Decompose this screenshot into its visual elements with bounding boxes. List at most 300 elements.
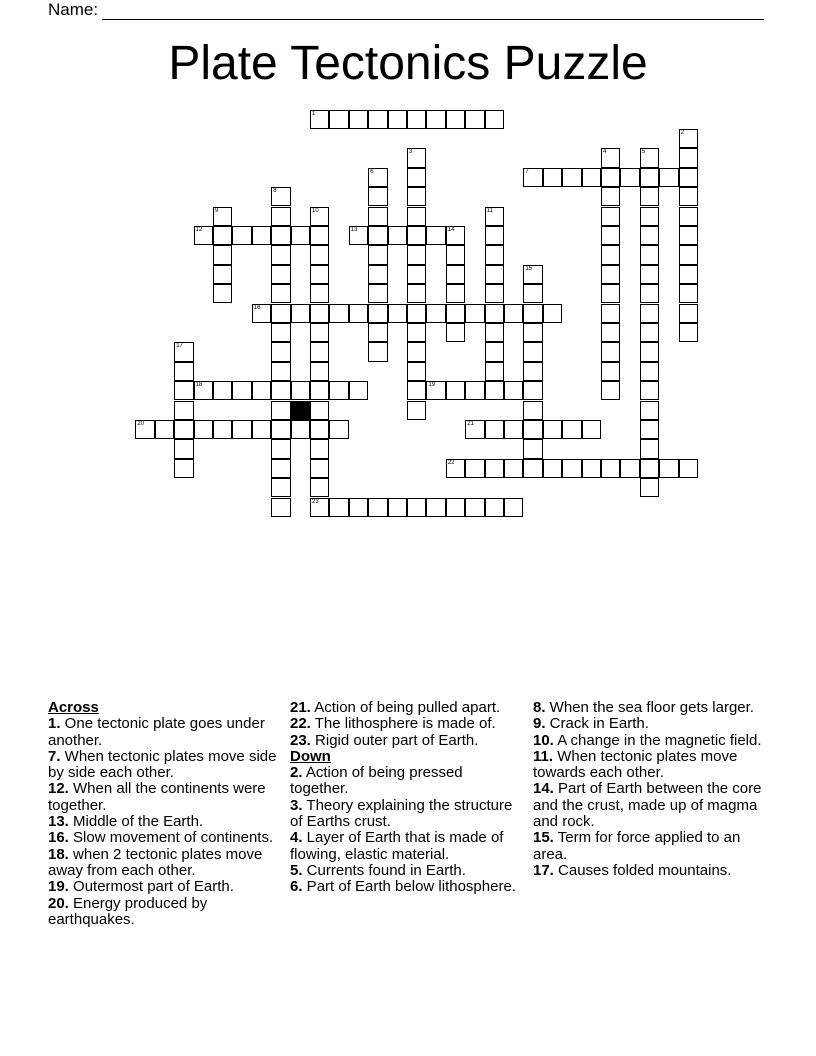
crossword-cell[interactable] bbox=[523, 362, 542, 381]
crossword-cell[interactable] bbox=[310, 401, 329, 420]
crossword-cell[interactable] bbox=[543, 168, 562, 187]
crossword-cell[interactable] bbox=[310, 323, 329, 342]
crossword-cell[interactable] bbox=[271, 207, 290, 226]
crossword-cell[interactable] bbox=[291, 304, 310, 323]
clue-number-label: 18. bbox=[48, 845, 69, 863]
crossword-cell[interactable] bbox=[426, 381, 445, 400]
crossword-cell[interactable] bbox=[640, 362, 659, 381]
crossword-cell[interactable] bbox=[194, 420, 213, 439]
crossword-cell[interactable] bbox=[213, 420, 232, 439]
crossword-cell[interactable] bbox=[504, 381, 523, 400]
crossword-cell[interactable] bbox=[640, 304, 659, 323]
clue-number-label: 5. bbox=[290, 861, 303, 879]
crossword-cell[interactable] bbox=[620, 459, 639, 478]
clues-column-2 bbox=[290, 700, 522, 896]
crossword-cell[interactable] bbox=[310, 362, 329, 381]
clue-number-label: 2. bbox=[290, 764, 303, 782]
crossword-cell[interactable] bbox=[523, 304, 542, 323]
clues-column-1 bbox=[48, 700, 280, 928]
crossword-cell[interactable] bbox=[465, 304, 484, 323]
crossword-cell[interactable] bbox=[368, 284, 387, 303]
crossword-cell[interactable] bbox=[174, 342, 193, 361]
clue-number: 3 bbox=[409, 149, 413, 156]
clue-text: The lithosphere is made of. bbox=[310, 715, 496, 733]
crossword-cell[interactable] bbox=[601, 342, 620, 361]
crossword-cell[interactable] bbox=[446, 498, 465, 517]
crossword-cell[interactable] bbox=[271, 498, 290, 517]
page-title: Plate Tectonics Puzzle bbox=[168, 37, 648, 90]
across-heading: Across bbox=[48, 699, 99, 716]
crossword-cell[interactable] bbox=[368, 110, 387, 129]
crossword-cell[interactable] bbox=[407, 148, 426, 167]
crossword-cell[interactable] bbox=[232, 226, 251, 245]
crossword-cell[interactable] bbox=[446, 265, 465, 284]
crossword-cell[interactable] bbox=[562, 459, 581, 478]
crossword-cell[interactable] bbox=[523, 284, 542, 303]
crossword-cell[interactable] bbox=[252, 381, 271, 400]
crossword-cell[interactable] bbox=[407, 498, 426, 517]
crossword-cell[interactable] bbox=[310, 478, 329, 497]
crossword-cell[interactable] bbox=[640, 401, 659, 420]
crossword-cell[interactable] bbox=[523, 265, 542, 284]
crossword-cell[interactable] bbox=[485, 381, 504, 400]
crossword-cell[interactable] bbox=[271, 304, 290, 323]
crossword-cell[interactable] bbox=[446, 459, 465, 478]
crossword-cell[interactable] bbox=[485, 110, 504, 129]
clue-number: 16 bbox=[253, 304, 261, 311]
crossword-cell[interactable] bbox=[271, 342, 290, 361]
crossword-cell[interactable] bbox=[601, 148, 620, 167]
crossword-cell[interactable] bbox=[601, 323, 620, 342]
down-clue bbox=[533, 830, 765, 863]
down-clue bbox=[533, 781, 765, 830]
clue-number-label: 6. bbox=[290, 878, 303, 896]
crossword-cell[interactable] bbox=[485, 207, 504, 226]
crossword-cell[interactable] bbox=[252, 226, 271, 245]
crossword-cell[interactable] bbox=[291, 420, 310, 439]
crossword-cell[interactable] bbox=[640, 187, 659, 206]
crossword-cell[interactable] bbox=[485, 362, 504, 381]
clues-column-3 bbox=[533, 700, 765, 879]
across-clue bbox=[48, 896, 280, 929]
crossword-cell[interactable] bbox=[310, 420, 329, 439]
crossword-cell[interactable] bbox=[407, 226, 426, 245]
crossword-cell[interactable] bbox=[271, 187, 290, 206]
crossword-cell[interactable] bbox=[601, 284, 620, 303]
crossword-cell[interactable] bbox=[252, 304, 271, 323]
crossword-cell[interactable] bbox=[174, 381, 193, 400]
crossword-cell[interactable] bbox=[523, 459, 542, 478]
crossword-cell[interactable] bbox=[640, 323, 659, 342]
crossword-cell[interactable] bbox=[388, 498, 407, 517]
clue-text: Part of Earth below lithosphere. bbox=[302, 878, 516, 896]
crossword-cell[interactable] bbox=[446, 381, 465, 400]
crossword-cell[interactable] bbox=[485, 226, 504, 245]
crossword-cell[interactable] bbox=[310, 207, 329, 226]
crossword-cell[interactable] bbox=[679, 265, 698, 284]
clue-number: 14 bbox=[447, 226, 455, 233]
crossword-cell[interactable] bbox=[504, 459, 523, 478]
crossword-cell[interactable] bbox=[271, 362, 290, 381]
crossword-cell[interactable] bbox=[310, 245, 329, 264]
name-field[interactable] bbox=[48, 0, 764, 20]
clue-text: A change in the magnetic field. bbox=[553, 731, 762, 749]
crossword-cell[interactable] bbox=[271, 439, 290, 458]
crossword-cell[interactable] bbox=[349, 498, 368, 517]
clue-number: 13 bbox=[350, 226, 358, 233]
clue-text: Outermost part of Earth. bbox=[68, 878, 234, 896]
crossword-cell[interactable] bbox=[407, 207, 426, 226]
down-clue bbox=[533, 863, 765, 879]
crossword-cell[interactable] bbox=[407, 284, 426, 303]
crossword-cell[interactable] bbox=[271, 226, 290, 245]
clue-number: 5 bbox=[641, 149, 646, 156]
clue-number: 22 bbox=[447, 459, 455, 466]
crossword-cell[interactable] bbox=[310, 110, 329, 129]
clue-text: Rigid outer part of Earth. bbox=[310, 731, 479, 749]
crossword-cell[interactable] bbox=[407, 323, 426, 342]
crossword-cell[interactable] bbox=[601, 245, 620, 264]
clue-number-label: 23. bbox=[290, 731, 311, 749]
crossword-cell[interactable] bbox=[485, 245, 504, 264]
crossword-cell[interactable] bbox=[562, 420, 581, 439]
crossword-cell[interactable] bbox=[310, 265, 329, 284]
crossword-cell[interactable] bbox=[504, 420, 523, 439]
clue-text: Middle of the Earth. bbox=[68, 813, 204, 831]
crossword-cell[interactable] bbox=[310, 226, 329, 245]
clue-text: Layer of Earth that is made of flowing, elastic material. bbox=[290, 829, 504, 863]
crossword-cell[interactable] bbox=[213, 284, 232, 303]
crossword-cell[interactable] bbox=[601, 187, 620, 206]
across-clue bbox=[48, 830, 280, 846]
crossword-cell[interactable] bbox=[368, 304, 387, 323]
crossword-cell[interactable] bbox=[271, 420, 290, 439]
across-clue bbox=[48, 847, 280, 880]
crossword-cell[interactable] bbox=[407, 381, 426, 400]
crossword-cell[interactable] bbox=[291, 381, 310, 400]
crossword-cell[interactable] bbox=[659, 459, 678, 478]
crossword-cell[interactable] bbox=[291, 226, 310, 245]
crossword-cell[interactable] bbox=[523, 420, 542, 439]
crossword-cell[interactable] bbox=[213, 245, 232, 264]
clue-number-label: 7. bbox=[48, 747, 61, 765]
crossword-cell[interactable] bbox=[465, 110, 484, 129]
crossword-cell[interactable] bbox=[213, 226, 232, 245]
crossword-cell[interactable] bbox=[640, 342, 659, 361]
crossword-cell[interactable] bbox=[426, 110, 445, 129]
crossword-cell[interactable] bbox=[407, 110, 426, 129]
down-clue bbox=[290, 879, 522, 895]
crossword-cell[interactable] bbox=[679, 148, 698, 167]
across-clue bbox=[48, 879, 280, 895]
clue-number: 9 bbox=[215, 207, 219, 214]
crossword-cell[interactable] bbox=[640, 148, 659, 167]
crossword-cell[interactable] bbox=[271, 381, 290, 400]
across-clue bbox=[290, 733, 522, 749]
crossword-cell[interactable] bbox=[601, 459, 620, 478]
crossword-cell[interactable] bbox=[679, 459, 698, 478]
crossword-cell[interactable] bbox=[368, 342, 387, 361]
clue-text: Causes folded mountains. bbox=[553, 861, 732, 879]
crossword-cell[interactable] bbox=[485, 265, 504, 284]
crossword-cell[interactable] bbox=[194, 381, 213, 400]
clue-number: 18 bbox=[195, 382, 203, 389]
crossword-cell[interactable] bbox=[213, 265, 232, 284]
crossword-cell[interactable] bbox=[426, 304, 445, 323]
clue-number: 20 bbox=[137, 420, 145, 427]
crossword-cell[interactable] bbox=[640, 265, 659, 284]
crossword-cell[interactable] bbox=[601, 362, 620, 381]
crossword-cell[interactable] bbox=[620, 168, 639, 187]
crossword-cell[interactable] bbox=[523, 401, 542, 420]
clue-number-label: 9. bbox=[533, 715, 546, 733]
clue-number: 15 bbox=[525, 265, 533, 272]
crossword-cell[interactable] bbox=[543, 459, 562, 478]
crossword-cell[interactable] bbox=[310, 439, 329, 458]
clue-number-label: 19. bbox=[48, 878, 69, 896]
crossword-cell[interactable] bbox=[601, 226, 620, 245]
crossword-cell[interactable] bbox=[329, 110, 348, 129]
crossword-cell[interactable] bbox=[601, 207, 620, 226]
clue-number: 21 bbox=[467, 420, 474, 427]
crossword-cell[interactable] bbox=[329, 304, 348, 323]
crossword-cell[interactable] bbox=[368, 265, 387, 284]
crossword-cell[interactable] bbox=[485, 498, 504, 517]
clue-number: 2 bbox=[680, 129, 684, 136]
crossword-cell[interactable] bbox=[582, 420, 601, 439]
crossword-cell[interactable] bbox=[659, 168, 678, 187]
clue-number: 12 bbox=[195, 226, 203, 233]
crossword-cell[interactable] bbox=[582, 459, 601, 478]
crossword-cell[interactable] bbox=[465, 459, 484, 478]
crossword-cell[interactable] bbox=[543, 420, 562, 439]
crossword-cell[interactable] bbox=[310, 381, 329, 400]
clue-number-label: 14. bbox=[533, 780, 554, 798]
crossword-cell[interactable] bbox=[407, 304, 426, 323]
clue-number-label: 12. bbox=[48, 780, 69, 798]
crossword-cell[interactable] bbox=[349, 304, 368, 323]
clue-number-label: 13. bbox=[48, 813, 69, 831]
down-heading: Down bbox=[290, 747, 331, 765]
crossword-cell[interactable] bbox=[407, 168, 426, 187]
clue-text: Energy produced by earthquakes. bbox=[48, 894, 208, 928]
clue-text: Action of being pulled apart. bbox=[310, 699, 501, 716]
crossword-cell[interactable] bbox=[640, 459, 659, 478]
crossword-cell[interactable] bbox=[679, 187, 698, 206]
crossword-cell[interactable] bbox=[543, 304, 562, 323]
clue-number: 4 bbox=[603, 149, 607, 156]
crossword-cell[interactable] bbox=[485, 323, 504, 342]
clue-number-label: 4. bbox=[290, 829, 303, 847]
crossword-cell[interactable] bbox=[368, 187, 387, 206]
clue-text: When tectonic plates move towards each other. bbox=[533, 747, 738, 782]
crossword-cell[interactable] bbox=[485, 459, 504, 478]
crossword-cell[interactable] bbox=[601, 265, 620, 284]
crossword-cell[interactable] bbox=[601, 381, 620, 400]
crossword-cell[interactable] bbox=[523, 168, 542, 187]
crossword-cell[interactable] bbox=[388, 226, 407, 245]
crossword-cell[interactable] bbox=[194, 226, 213, 245]
crossword-cell[interactable] bbox=[329, 420, 348, 439]
crossword-cell[interactable] bbox=[407, 245, 426, 264]
crossword-cell[interactable] bbox=[562, 168, 581, 187]
down-clue bbox=[533, 716, 765, 732]
clue-number: 17 bbox=[176, 343, 183, 350]
crossword-cell[interactable] bbox=[213, 381, 232, 400]
crossword-cell[interactable] bbox=[155, 420, 174, 439]
crossword-cell[interactable] bbox=[640, 478, 659, 497]
down-clue bbox=[290, 830, 522, 863]
crossword-cell[interactable] bbox=[485, 342, 504, 361]
crossword-cell[interactable] bbox=[349, 381, 368, 400]
crossword-cell[interactable] bbox=[640, 420, 659, 439]
crossword-cell[interactable] bbox=[640, 439, 659, 458]
crossword-cell[interactable] bbox=[271, 459, 290, 478]
crossword-cell[interactable] bbox=[640, 226, 659, 245]
crossword-cell[interactable] bbox=[446, 226, 465, 245]
clue-number: 11 bbox=[486, 207, 493, 214]
name-underline[interactable] bbox=[102, 4, 764, 20]
crossword-cell[interactable] bbox=[407, 401, 426, 420]
crossword-cell[interactable] bbox=[174, 459, 193, 478]
across-clue bbox=[48, 749, 280, 782]
clue-text: Slow movement of continents. bbox=[68, 829, 274, 847]
crossword-cell[interactable] bbox=[446, 284, 465, 303]
clue-text: Theory explaining the structure of Earths crust. bbox=[290, 796, 513, 831]
crossword-cell[interactable] bbox=[329, 498, 348, 517]
crossword-cell[interactable] bbox=[388, 110, 407, 129]
crossword-cell[interactable] bbox=[504, 304, 523, 323]
across-clue bbox=[290, 716, 522, 732]
crossword-cell[interactable] bbox=[640, 207, 659, 226]
across-clue bbox=[290, 700, 522, 716]
crossword-cell[interactable] bbox=[174, 439, 193, 458]
crossword-cell[interactable] bbox=[368, 226, 387, 245]
crossword-cell[interactable] bbox=[368, 498, 387, 517]
clue-number-label: 22. bbox=[290, 715, 311, 733]
crossword-cell[interactable] bbox=[407, 265, 426, 284]
crossword-cell[interactable] bbox=[232, 420, 251, 439]
clue-number-label: 20. bbox=[48, 894, 69, 912]
clue-number-label: 21. bbox=[290, 699, 311, 716]
clue-number-label: 16. bbox=[48, 829, 69, 847]
crossword-cell[interactable] bbox=[679, 323, 698, 342]
clue-number-label: 10. bbox=[533, 731, 554, 749]
crossword-cell[interactable] bbox=[349, 226, 368, 245]
clue-number: 1 bbox=[312, 110, 316, 117]
crossword-cell[interactable] bbox=[446, 110, 465, 129]
crossword-cell[interactable] bbox=[465, 498, 484, 517]
crossword-cell[interactable] bbox=[407, 342, 426, 361]
crossword-cell[interactable] bbox=[582, 168, 601, 187]
crossword-cell[interactable] bbox=[252, 420, 271, 439]
clue-number: 7 bbox=[525, 168, 529, 175]
crossword-cell[interactable] bbox=[426, 498, 445, 517]
crossword-cell[interactable] bbox=[310, 284, 329, 303]
crossword-cell[interactable] bbox=[388, 304, 407, 323]
crossword-cell[interactable] bbox=[310, 498, 329, 517]
crossword-cell[interactable] bbox=[329, 381, 348, 400]
clue-number: 10 bbox=[312, 207, 319, 214]
clue-number-label: 1. bbox=[48, 715, 61, 733]
crossword-cell[interactable] bbox=[601, 168, 620, 187]
crossword-cell[interactable] bbox=[640, 245, 659, 264]
crossword-cell[interactable] bbox=[407, 187, 426, 206]
clue-text: When the sea floor gets larger. bbox=[545, 699, 754, 716]
crossword-cell[interactable] bbox=[465, 381, 484, 400]
crossword-cell[interactable] bbox=[679, 304, 698, 323]
crossword-cell[interactable] bbox=[679, 284, 698, 303]
crossword-cell[interactable] bbox=[349, 110, 368, 129]
across-clue bbox=[48, 814, 280, 830]
crossword-cell[interactable] bbox=[174, 401, 193, 420]
crossword-cell[interactable] bbox=[446, 304, 465, 323]
crossword-cell[interactable] bbox=[232, 381, 251, 400]
crossword-cell[interactable] bbox=[271, 245, 290, 264]
down-clue bbox=[533, 733, 765, 749]
crossword-cell[interactable] bbox=[271, 478, 290, 497]
crossword-cell[interactable] bbox=[465, 420, 484, 439]
down-clue bbox=[533, 749, 765, 782]
crossword-cell[interactable] bbox=[174, 362, 193, 381]
crossword-cell[interactable] bbox=[310, 342, 329, 361]
crossword-cell[interactable] bbox=[271, 284, 290, 303]
crossword-cell[interactable] bbox=[310, 304, 329, 323]
crossword-cell[interactable] bbox=[640, 284, 659, 303]
crossword-cell[interactable] bbox=[271, 401, 290, 420]
crossword-cell[interactable] bbox=[679, 207, 698, 226]
crossword-cell[interactable] bbox=[485, 304, 504, 323]
crossword-cell[interactable] bbox=[368, 207, 387, 226]
crossword-cell[interactable] bbox=[601, 304, 620, 323]
crossword-cell[interactable] bbox=[640, 381, 659, 400]
clue-number-label: 3. bbox=[290, 796, 303, 814]
crossword-cell[interactable] bbox=[135, 420, 154, 439]
crossword-cell[interactable] bbox=[679, 245, 698, 264]
crossword-cell[interactable] bbox=[174, 420, 193, 439]
crossword-block-cell bbox=[291, 401, 310, 420]
down-clue bbox=[290, 863, 522, 879]
crossword-cell[interactable] bbox=[679, 226, 698, 245]
crossword-cell[interactable] bbox=[446, 323, 465, 342]
crossword-cell[interactable] bbox=[679, 168, 698, 187]
name-label: Name: bbox=[48, 0, 99, 19]
across-clue bbox=[48, 781, 280, 814]
clue-number-label: 15. bbox=[533, 829, 554, 847]
crossword-cell[interactable] bbox=[523, 439, 542, 458]
crossword-cell[interactable] bbox=[640, 168, 659, 187]
clue-number: 19 bbox=[428, 382, 436, 389]
crossword-cell[interactable] bbox=[368, 245, 387, 264]
crossword-cell[interactable] bbox=[426, 226, 445, 245]
clue-text: Part of Earth between the core and the crust, made up of magma and rock. bbox=[533, 780, 762, 831]
crossword-cell[interactable] bbox=[679, 129, 698, 148]
crossword-cell[interactable] bbox=[368, 168, 387, 187]
crossword-cell[interactable] bbox=[485, 420, 504, 439]
crossword-cell[interactable] bbox=[523, 381, 542, 400]
crossword-cell[interactable] bbox=[485, 284, 504, 303]
crossword-cell[interactable] bbox=[271, 323, 290, 342]
crossword-cell[interactable] bbox=[504, 498, 523, 517]
crossword-cell[interactable] bbox=[310, 459, 329, 478]
crossword-cell[interactable] bbox=[523, 323, 542, 342]
crossword-cell[interactable] bbox=[368, 323, 387, 342]
crossword-cell[interactable] bbox=[407, 362, 426, 381]
crossword-cell[interactable] bbox=[271, 265, 290, 284]
crossword-cell[interactable] bbox=[213, 207, 232, 226]
crossword-cell[interactable] bbox=[523, 342, 542, 361]
crossword-cell[interactable] bbox=[446, 245, 465, 264]
